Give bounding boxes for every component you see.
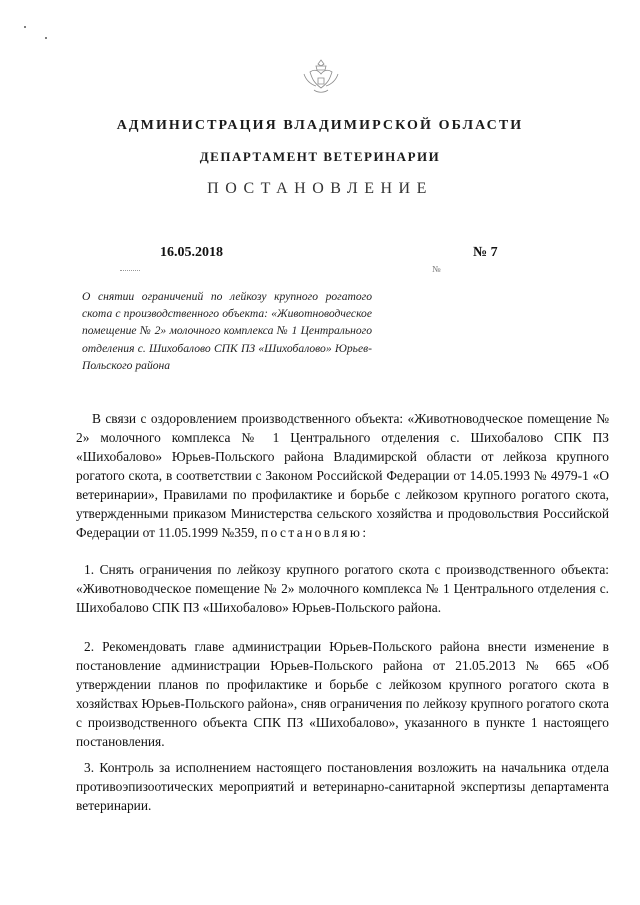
department-title: ДЕПАРТАМЕНТ ВЕТЕРИНАРИИ <box>199 149 441 164</box>
preamble-paragraph <box>76 409 609 542</box>
clause-2: 2. Рекомендовать главе администрации Юрьев-Польского района внести изменение в постановление администрации Юрьев-Польского района от 21.05.2013 № 665 «Об утверждении планов по профилактике и борьбе с лейкозом крупного рогатого скота в хозяйствах Юрьев-Польского района», сняв ограничения по лейкозу крупного рогатого скота с производственного объекта СПК ПЗ «Шихобалово», указанного в пункте 1 настоящего постановления. <box>76 639 609 749</box>
document-subject: О снятии ограничений по лейкозу крупного рогатого скота с производственного объекта: «Животноводческое помещение № 2» молочного комплекса № 1 Центрального отделения с. Шихобалово СПК ПЗ «Шихобалово» Юрьев-Польского района <box>82 290 372 372</box>
coat-of-arms-icon <box>296 52 346 102</box>
scan-speck <box>45 37 47 39</box>
faint-number-sign: № <box>432 264 441 274</box>
administration-title: АДМИНИСТРАЦИЯ ВЛАДИМИРСКОЙ ОБЛАСТИ <box>116 118 524 133</box>
preamble-text: В связи с оздоровлением производственного объекта: «Животноводческое помещение № 2» молочного комплекса № 1 Центрального отделения с. Шихобалово СПК ПЗ «Шихобалово» Юрьев-Польского района Владимирской области от лейкоза крупного рогатого скота, в соответствии с Законом Российской Федерации от 14.05.1993 № 4979-1 «О ветеринарии», Правилами по профилактике и борьбе с лейкозом крупного рогатого скота, утвержденными приказом Министерства сельского хозяйства и продовольствия Российской Федерации от 11.05.1999 №359, <box>76 411 609 540</box>
blank-line-mark <box>120 270 140 271</box>
decree-word: постановляю: <box>260 525 369 540</box>
document-date: 16.05.2018 <box>160 245 223 260</box>
document-number: № 7 <box>473 245 498 260</box>
document-type-title: ПОСТАНОВЛЕНИЕ <box>207 180 433 197</box>
clause-3: 3. Контроль за исполнением настоящего постановления возложить на начальника отдела противоэпизоотических мероприятий и ветеринарно-санитарной экспертизы департамента ветеринарии. <box>76 760 609 813</box>
scan-speck <box>24 26 26 28</box>
clause-1: 1. Снять ограничения по лейкозу крупного рогатого скота с производственного объекта: «Животноводческое помещение № 2» молочного комплекса № 1 Центрального отделения с. Шихобалово СПК ПЗ «Шихобалово» Юрьев-Польского района. <box>76 562 609 615</box>
